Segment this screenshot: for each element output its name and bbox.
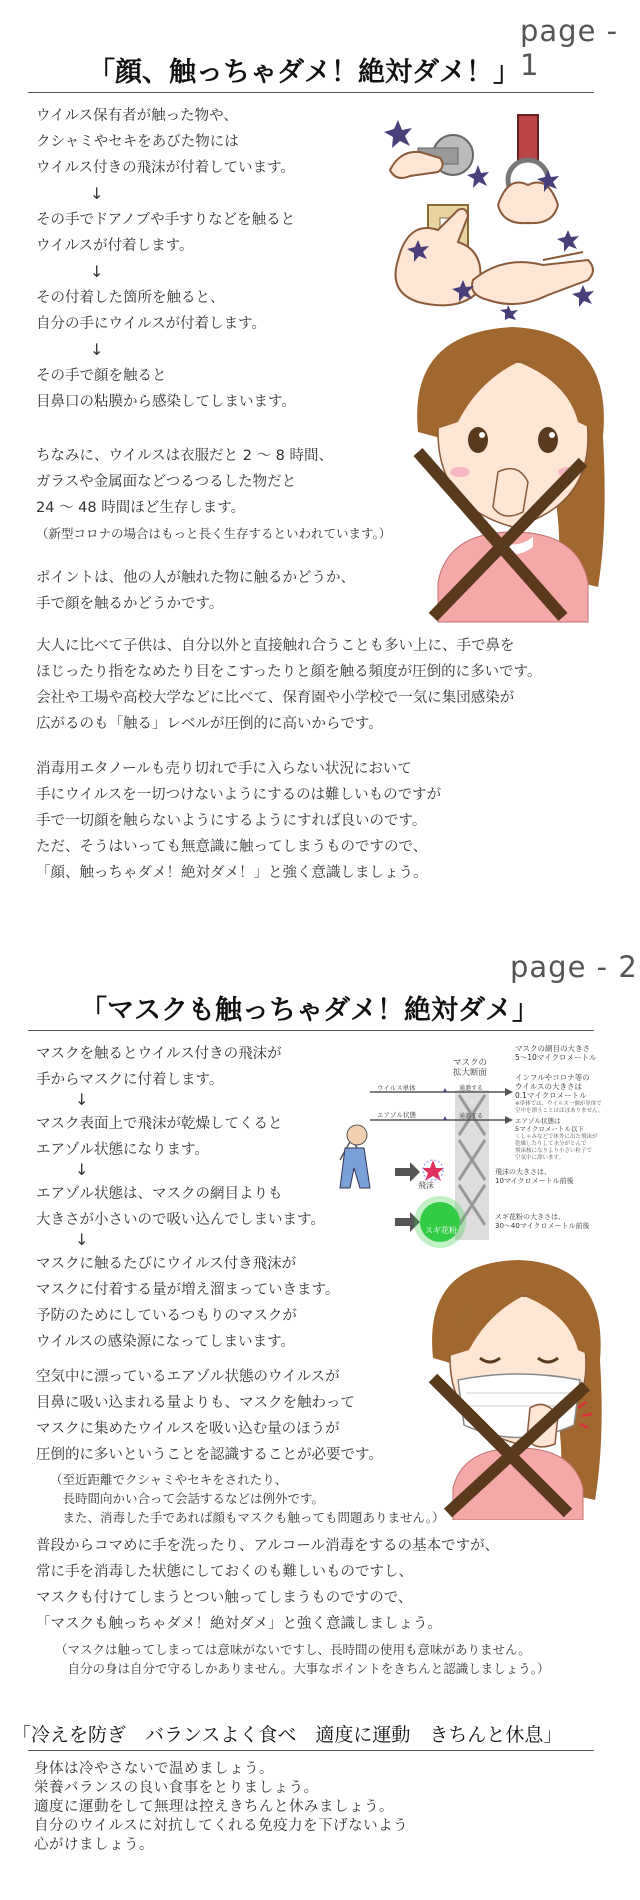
title-divider xyxy=(28,1030,594,1031)
title-divider xyxy=(28,92,594,93)
girl-touching-face-illustration xyxy=(398,322,612,624)
aerosol-size-note: くしゃみなどで体外に出た飛沫が 乾燥したりして水分がとんで 飛沫核になりより小さい粒子で 空気中に漂います。 xyxy=(515,1134,598,1161)
summary-title: 「冷えを防ぎ バランスよく食べ 適度に運動 きちんと休息」 xyxy=(12,1724,563,1746)
summary-divider xyxy=(28,1750,594,1751)
mask-flow-step-2: マスク表面上で飛沫が乾燥してくると エアゾル状態になります。 xyxy=(36,1116,283,1158)
habit-paragraph: 普段からコマめに手を洗ったり、アルコール消毒をするの基本ですが、 常に手を消毒した状態にしておくのも難しいものですし、 マスクも付けてしまうとつい触ってしまうものですので、 「マスクも触っちゃダメ！絶対ダメ」と強く意識しましょう。 xyxy=(36,1538,500,1632)
aerosol-state-label: エアゾル状態 xyxy=(377,1111,416,1119)
summary-body: 身体は冷やさないで温めましょう。 栄養バランスの良い食事をとりましょう。 適度に運動をして無理は控えきちんと休みましょう。 自分のウイルスに対抗してくれる免疫力を下げないよう 心がけましょう。 xyxy=(34,1761,409,1853)
aerosol-note: （至近距離でクシャミやセキをされたり、 長時間向かい合って会話するなどは例外です。 また、消毒した手であれば顔もマスクも触っても問題ありません。） xyxy=(50,1472,445,1525)
droplet-label: 飛沫 xyxy=(418,1181,434,1190)
page-title: 「マスクも触っちゃダメ！絶対ダメ」 xyxy=(80,995,539,1026)
virus-unit-label: ウイルス単体 xyxy=(377,1084,416,1092)
mesh-size-label: マスクの網目の大きさ 5～10マイクロメートル xyxy=(515,1044,597,1062)
flow-step-4: その手で顔を触ると 目鼻口の粘膜から感染してしまいます。 xyxy=(36,368,296,410)
page-number-label: page - 2 xyxy=(510,950,638,984)
flow-step-3: その付着した箇所を触ると、 自分の手にウイルスが付着します。 xyxy=(36,290,266,332)
mask-mesh-diagram xyxy=(335,1040,620,1260)
habit-note: （マスクは触ってしまっては意味がないですし、長時間の使用も意味がありません。 自分の身は自分で守るしかありません。大事なポイントをきちんと認識しましょう。） xyxy=(55,1642,550,1676)
mask-flow-step-4: マスクに触るたびにウイルス付き飛沫が マスクに付着する量が増え溜まっていきます。 予防のためにしているつもりのマスクが ウイルスの感染源になってしまいます。 xyxy=(36,1256,340,1350)
girl-with-mask-illustration xyxy=(418,1258,610,1520)
down-arrow-icon: ↓ xyxy=(75,1090,89,1109)
down-arrow-icon: ↓ xyxy=(90,184,104,203)
point-paragraph: ポイントは、他の人が触れた物に触るかどうか、 手で顔を触るかどうかです。 xyxy=(36,570,355,612)
virus-hands-illustration xyxy=(378,110,602,320)
pass-through-label: 通過する xyxy=(459,1113,484,1120)
mask-section-label: マスクの 拡大断面 xyxy=(453,1058,488,1078)
mask-flow-step-3: エアゾル状態は、マスクの網目よりも 大きさが小さいので吸い込んでしまいます。 xyxy=(36,1186,325,1228)
flow-step-1: ウイルス保有者が触った物や、 クシャミやセキをあびた物には ウイルス付きの飛沫が付着しています。 xyxy=(36,108,295,176)
page-title: 「顔、触っちゃダメ！絶対ダメ！」 xyxy=(88,57,520,88)
down-arrow-icon: ↓ xyxy=(90,340,104,359)
down-arrow-icon: ↓ xyxy=(75,1160,89,1179)
survival-note: （新型コロナの場合はもっと長く生存するといわれています。） xyxy=(36,526,392,541)
pollen-label: スギ花粉 xyxy=(425,1226,457,1235)
aerosol-size-label: エアゾル状態は 5マイクロメートル以下 xyxy=(515,1117,584,1133)
pollen-size-label: スギ花粉の大きさは、 30～40マイクロメートル前後 xyxy=(495,1213,590,1230)
down-arrow-icon: ↓ xyxy=(75,1230,89,1249)
influenza-size-label: インフルやコロナ等の ウイルスの大きさは 0.1マイクロメートル xyxy=(515,1073,590,1100)
aerosol-paragraph: 空気中に漂っているエアゾル状態のウイルスが 目鼻に吸い込まれる量よりも、マスクを触わって マスクに集めたウイルスを吸い込む量のほうが 圧倒的に多いということを認識することが必要です。 xyxy=(36,1369,383,1463)
down-arrow-icon: ↓ xyxy=(90,262,104,281)
influenza-note: ※単体では、ウイルス一個が単体で 空中を漂うことはほぼありません。 xyxy=(515,1101,604,1114)
mask-flow-step-1: マスクを触るとウイルス付きの飛沫が 手からマスクに付着します。 xyxy=(36,1046,282,1088)
survival-paragraph: ちなみに、ウイルスは衣服だと 2 ～ 8 時間、 ガラスや金属面などつるつるした物だと 24 ～ 48 時間ほど生存します。 xyxy=(36,448,334,516)
pass-through-label: 通過する xyxy=(459,1085,484,1092)
ethanol-paragraph: 消毒用エタノールも売り切れで手に入らない状況において 手にウイルスを一切つけないようにするのは難しいものですが 手で一切顔を触らないようにするようにすれば良いのです。 ただ、そうはいっても無意識に触ってしまうものですので、 「顔、触っちゃダメ！絶対ダメ！」と強く意識しましょう。 xyxy=(36,761,442,881)
droplet-size-label: 飛沫の大きさは、 10マイクロメートル前後 xyxy=(495,1168,574,1185)
page-number-label: page - 1 xyxy=(520,14,619,82)
children-paragraph: 大人に比べて子供は、自分以外と直接触れ合うことも多い上に、手で鼻を ほじったり指をなめたり目をこすったりと顔を触る頻度が圧倒的に多いです。 会社や工場や高校大学などに比べて、保育園や小学校で一気に集団感染が 広がるのも「触る」レベルが圧倒的に高いからです。 xyxy=(36,638,542,732)
flow-step-2: その手でドアノブや手すりなどを触ると ウイルスが付着します。 xyxy=(36,212,296,254)
